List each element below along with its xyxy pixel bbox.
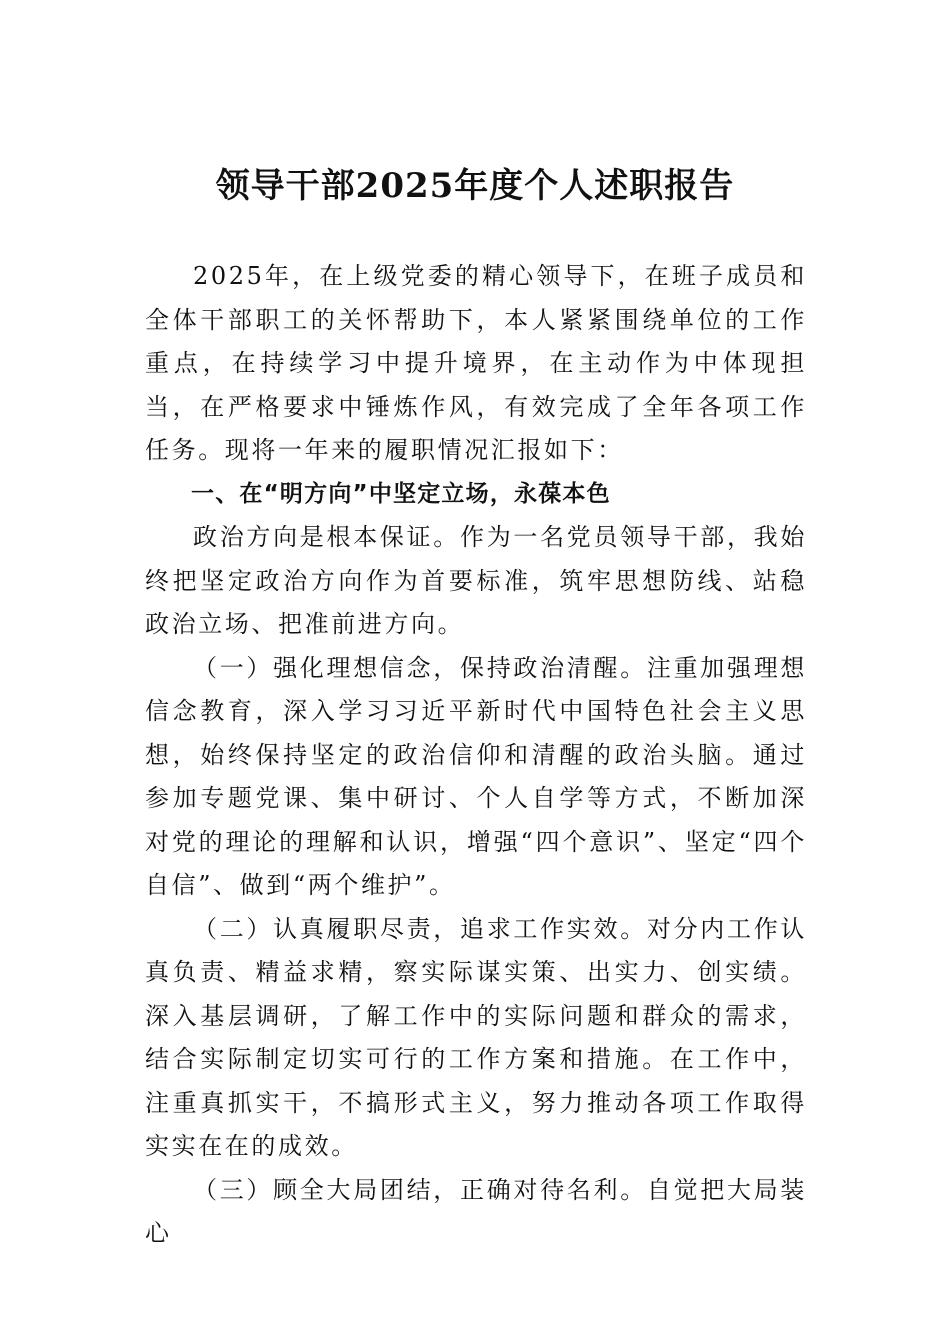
document-title: 领导干部2025年度个人述职报告	[215, 166, 735, 206]
section-lead-paragraph: 政治方向是根本保证。作为一名党员领导干部，我始终把坚定政治方向作为首要标准，筑牢思想防线、站稳政治立场、把准前进方向。	[145, 523, 807, 638]
subsection-paragraph-3	[145, 1169, 807, 1256]
subsection-paragraph-1	[145, 647, 807, 908]
subsection-paragraph-2	[145, 908, 807, 1169]
subsection-text-2: 对分内工作认真负责、精益求精，察实际谋实策、出实力、创实绩。深入基层调研，了解工作中的实际问题和群众的需求，结合实际制定切实可行的工作方案和措施。在工作中，注重真抓实干，不搞形式主义，努力推动各项工作取得实实在在的成效。	[145, 914, 807, 1160]
section-heading: 一、在“明方向”中坚定立场，永葆本色	[191, 480, 611, 507]
subsection-title-3: （三）顾全大局团结，正确对待名利。	[193, 1175, 647, 1204]
subsection-title-1: （一）强化理想信念，保持政治清醒。	[193, 653, 647, 682]
subsection-text-1: 注重加强理想信念教育，深入学习习近平新时代中国特色社会主义思想，始终保持坚定的政治信仰和清醒的政治头脑。通过参加专题党课、集中研讨、个人自学等方式，不断加深对党的理论的理解和认识，增强“四个意识”、坚定“四个自信”、做到“两个维护”。	[145, 653, 807, 899]
document-body	[145, 255, 807, 1256]
subsection-title-2: （二）认真履职尽责，追求工作实效。	[193, 914, 647, 943]
intro-paragraph: 2025年，在上级党委的精心领导下，在班子成员和全体干部职工的关怀帮助下，本人紧紧围绕单位的工作重点，在持续学习中提升境界，在主动作为中体现担当，在严格要求中锤炼作风，有效完成了全年各项工作任务。现将一年来的履职情况汇报如下：	[145, 262, 807, 464]
subsection-text-3: 自觉把大局装心	[145, 1175, 807, 1247]
